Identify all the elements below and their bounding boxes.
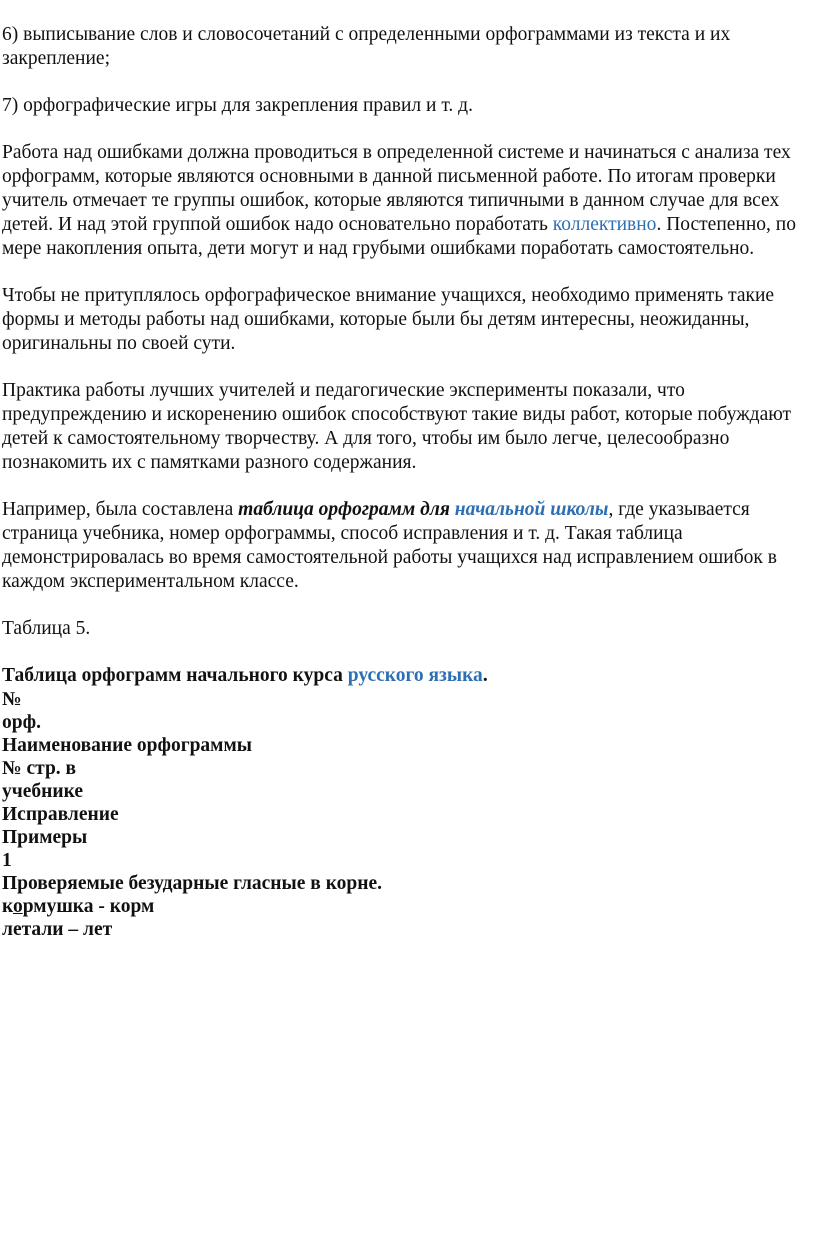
table-cell-page: № стр. в [2,758,77,779]
paragraph-error-work [2,141,814,261]
table-title-end: . [482,665,488,686]
collective-link[interactable]: коллективно [552,214,657,235]
list-item-6: 6) выписывание слов и словосочетаний с определенными орфограммами из текста и их закрепление; [2,24,731,69]
paragraph-text: . Постепенно, по мере накопления опыта, дети могут и над грубыми ошибками поработать самостоятельно. [2,214,796,259]
table-caption: Таблица 5. [2,618,91,639]
paragraph-example [2,498,814,594]
paragraph-text: Работа над ошибками должна проводиться в определенной системе и начинаться с анализа тех орфограмм, которые являются основными в данной письменной работе. По итогам проверки учитель отмечает те группы ошибок, которые являются типичными в данном случае для всех детей. И над этой группой ошибок надо основательно поработать [2,142,791,235]
paragraph-practice: Практика работы лучших учителей и педагогические эксперименты показали, что предупреждению и искоренению ошибок способствуют такие виды работ, которые побуждают детей к самостоятельному творчеству. А для того, чтобы им было легче, целесообразно познакомить их с памятками разного содержания. [2,380,792,473]
table-cell-example-1 [2,895,814,918]
table-cell-row-number: 1 [2,850,12,871]
table-title [2,664,814,688]
emphasis-text: таблица орфограмм для [238,499,450,520]
table-cell-number-sign: № [2,689,22,710]
table-title-text: Таблица орфограмм начального курса [2,665,348,686]
russian-language-link[interactable]: русского языка [347,665,483,686]
document-page [2,23,814,941]
table-cell-examples: Примеры [2,827,88,848]
table-cell-correction: Исправление [2,804,119,825]
example-text: к [2,896,13,917]
paragraph-attention: Чтобы не притуплялось орфографическое внимание учащихся, необходимо применять такие формы и методы работы над ошибками, которые были бы детям интересны, неожиданны, оригинальны по своей сути. [2,285,775,354]
table-cell-name: Наименование орфограммы [2,735,252,756]
table-cell-orthogram: Проверяемые безударные гласные в корне. [2,873,383,894]
list-item-7: 7) орфографические игры для закрепления правил и т. д. [2,95,473,116]
table-cell-textbook: учебнике [2,781,84,802]
paragraph-text: Например, была составлена [2,499,239,520]
table-cell-example-2: летали – лет [2,919,113,940]
primary-school-link[interactable]: начальной школы [454,499,609,520]
underlined-vowel: о [12,896,23,917]
example-text: рмушка - корм [22,896,155,917]
table-cell-orf: орф. [2,712,41,733]
paragraph-text: , где указывается страница учебника, номер орфограммы, способ исправления и т. д. Такая таблица демонстрировалась во время самостоятельной работы учащихся над исправлением ошибок в каждом экспериментальном классе. [2,499,777,592]
